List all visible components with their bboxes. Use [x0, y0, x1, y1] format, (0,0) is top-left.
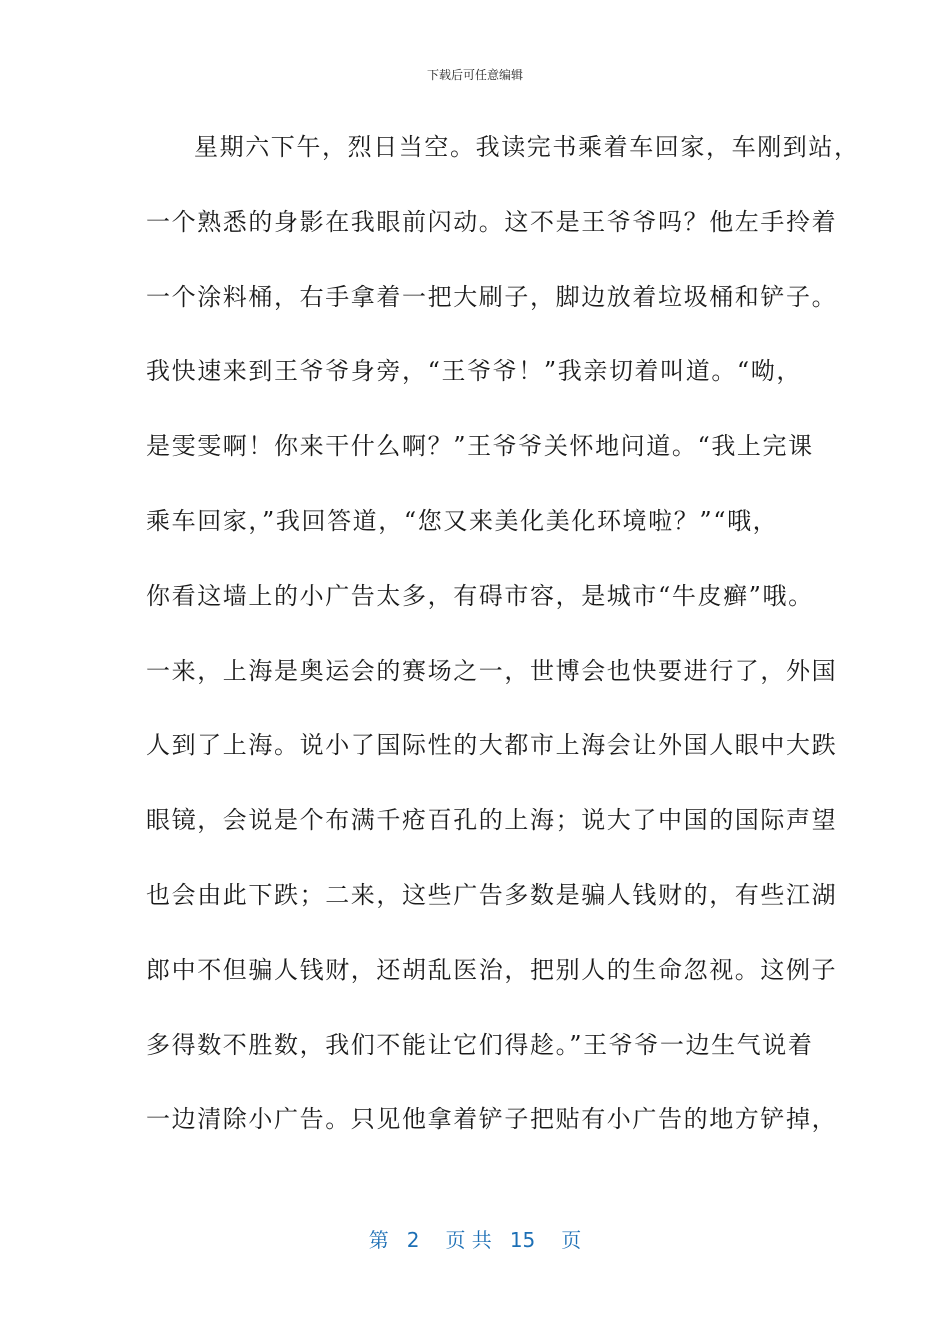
page-number-footer	[0, 1224, 950, 1253]
paragraph-line: 我快速来到王爷爷身旁，“王爷爷！”我亲切着叫道。“呦，	[146, 357, 803, 386]
paragraph-line: 你看这墙上的小广告太多，有碍市容，是城市“牛皮癣”哦。	[146, 581, 814, 610]
document-body	[146, 126, 860, 1173]
paragraph-line: 眼镜，会说是个布满千疮百孔的上海；说大了中国的国际声望	[146, 806, 838, 835]
paragraph-line: 是雯雯啊！你来干什么啊？”王爷爷关怀地问道。“我上完课	[146, 432, 814, 461]
paragraph-line: 多得数不胜数，我们不能让它们得趁。”王爷爷一边生气说着	[146, 1030, 814, 1059]
paragraph-line: 星期六下午，烈日当空。我读完书乘着车回家，车刚到站，	[194, 133, 860, 161]
paragraph-line: 一边清除小广告。只见他拿着铲子把贴有小广告的地方铲掉，	[146, 1105, 838, 1134]
paragraph-line: 人到了上海。说小了国际性的大都市上海会让外国人眼中大跌	[146, 731, 838, 760]
footer-suffix: 页	[561, 1228, 582, 1252]
paragraph-line: 一个熟悉的身影在我眼前闪动。这不是王爷爷吗？他左手拎着	[146, 207, 838, 236]
paragraph-line: 一个涂料桶，右手拿着一把大刷子，脚边放着垃圾桶和铲子。	[146, 282, 838, 311]
footer-prefix: 第	[368, 1228, 389, 1252]
total-pages-number: 15	[509, 1228, 536, 1252]
paragraph-line: 郎中不但骗人钱财，还胡乱医治，把别人的生命忽视。这例子	[146, 955, 838, 984]
footer-middle: 页 共	[445, 1228, 492, 1252]
paragraph-line: 也会由此下跌；二来，这些广告多数是骗人钱财的，有些江湖	[146, 880, 838, 909]
page-header-note: 下载后可任意编辑	[426, 68, 523, 82]
current-page-number: 2	[406, 1228, 420, 1252]
paragraph-line: 乘车回家，”我回答道，“您又来美化美化环境啦？”“哦，	[146, 506, 779, 535]
paragraph-line: 一来，上海是奥运会的赛场之一，世博会也快要进行了，外国	[146, 656, 838, 685]
